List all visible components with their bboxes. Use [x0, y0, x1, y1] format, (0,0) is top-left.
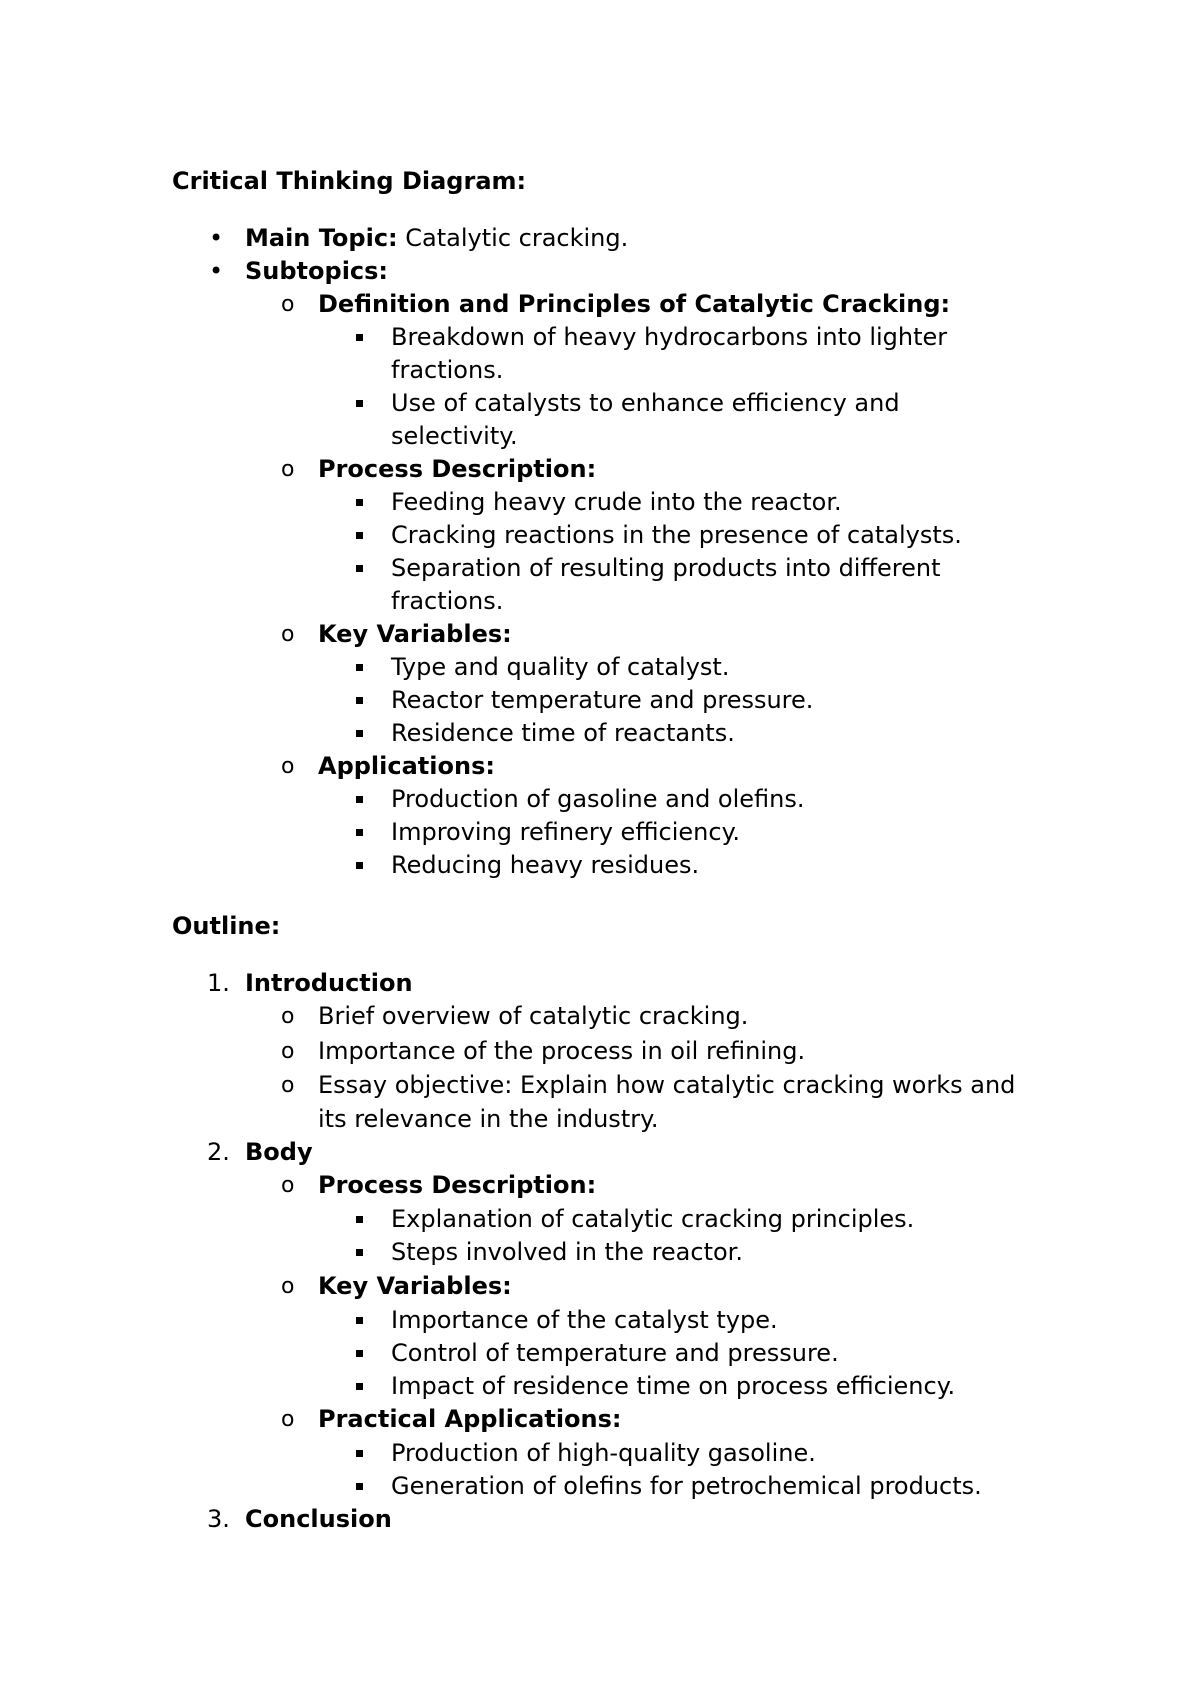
main-topic-value: Catalytic cracking. — [397, 224, 629, 252]
list-item-text: Use of catalysts to enhance efficiency and — [391, 389, 900, 417]
list-number: 2. — [207, 1138, 230, 1166]
outline-item-title: Body — [245, 1138, 313, 1166]
square-bullet-icon — [356, 1317, 363, 1324]
square-bullet-icon — [356, 1350, 363, 1357]
subtopic-title: Key Variables: — [318, 1272, 512, 1300]
square-bullet-icon — [356, 1483, 363, 1490]
list-item-text: Control of temperature and pressure. — [391, 1339, 839, 1367]
outline-heading: Outline: — [172, 912, 281, 940]
subtopic-title: Key Variables: — [318, 620, 512, 648]
subtopic-title: Process Description: — [318, 1171, 597, 1199]
bullet-icon: • — [209, 257, 224, 285]
list-item-text: Cracking reactions in the presence of catalysts. — [391, 521, 962, 549]
list-item-text: Essay objective: Explain how catalytic cracking works and — [318, 1071, 1016, 1099]
circle-bullet-icon: o — [281, 1274, 295, 1299]
square-bullet-icon — [356, 730, 363, 737]
subtopic-title: Applications: — [318, 752, 495, 780]
square-bullet-icon — [356, 532, 363, 539]
list-item-text: Feeding heavy crude into the reactor. — [391, 488, 842, 516]
square-bullet-icon — [356, 1216, 363, 1223]
circle-bullet-icon: o — [281, 292, 295, 317]
circle-bullet-icon: o — [281, 1073, 295, 1098]
list-item-text: Importance of the process in oil refining. — [318, 1037, 806, 1065]
circle-bullet-icon: o — [281, 1039, 295, 1064]
square-bullet-icon — [356, 862, 363, 869]
square-bullet-icon — [356, 400, 363, 407]
list-item-text: fractions. — [391, 587, 504, 615]
list-item-text: Production of high-quality gasoline. — [391, 1439, 816, 1467]
list-item-text: Explanation of catalytic cracking principles. — [391, 1205, 915, 1233]
main-topic-label: Main Topic: — [245, 224, 398, 252]
diagram-heading: Critical Thinking Diagram: — [172, 167, 527, 195]
square-bullet-icon — [356, 829, 363, 836]
circle-bullet-icon: o — [281, 1173, 295, 1198]
list-item-text: Type and quality of catalyst. — [391, 653, 730, 681]
subtopics-label: Subtopics: — [245, 257, 389, 285]
subtopic-title: Practical Applications: — [318, 1405, 622, 1433]
square-bullet-icon — [356, 499, 363, 506]
subtopic-title: Process Description: — [318, 455, 597, 483]
list-item-text: Steps involved in the reactor. — [391, 1238, 743, 1266]
list-item-text: Reactor temperature and pressure. — [391, 686, 814, 714]
outline-item-title: Introduction — [245, 969, 413, 997]
list-item-text: Impact of residence time on process efficiency. — [391, 1372, 956, 1400]
list-item-text: Residence time of reactants. — [391, 719, 735, 747]
bullet-icon: • — [209, 224, 224, 252]
list-item-text: Separation of resulting products into different — [391, 554, 941, 582]
circle-bullet-icon: o — [281, 622, 295, 647]
square-bullet-icon — [356, 697, 363, 704]
list-item-text: Importance of the catalyst type. — [391, 1306, 778, 1334]
list-item-text: fractions. — [391, 356, 504, 384]
square-bullet-icon — [356, 334, 363, 341]
square-bullet-icon — [356, 1249, 363, 1256]
list-item-text: Brief overview of catalytic cracking. — [318, 1002, 749, 1030]
list-item-text: selectivity. — [391, 422, 518, 450]
main-topic-line — [245, 222, 628, 255]
list-item-text: its relevance in the industry. — [318, 1105, 659, 1133]
square-bullet-icon — [356, 1383, 363, 1390]
list-number: 1. — [207, 969, 230, 997]
square-bullet-icon — [356, 565, 363, 572]
list-item-text: Reducing heavy residues. — [391, 851, 700, 879]
list-number: 3. — [207, 1505, 230, 1533]
circle-bullet-icon: o — [281, 1004, 295, 1029]
outline-item-title: Conclusion — [245, 1505, 392, 1533]
square-bullet-icon — [356, 664, 363, 671]
square-bullet-icon — [356, 796, 363, 803]
list-item-text: Generation of olefins for petrochemical products. — [391, 1472, 982, 1500]
square-bullet-icon — [356, 1450, 363, 1457]
subtopic-title: Definition and Principles of Catalytic Cracking: — [318, 290, 951, 318]
list-item-text: Production of gasoline and olefins. — [391, 785, 805, 813]
list-item-text: Improving refinery efficiency. — [391, 818, 740, 846]
circle-bullet-icon: o — [281, 754, 295, 779]
list-item-text: Breakdown of heavy hydrocarbons into lighter — [391, 323, 948, 351]
circle-bullet-icon: o — [281, 1407, 295, 1432]
circle-bullet-icon: o — [281, 457, 295, 482]
